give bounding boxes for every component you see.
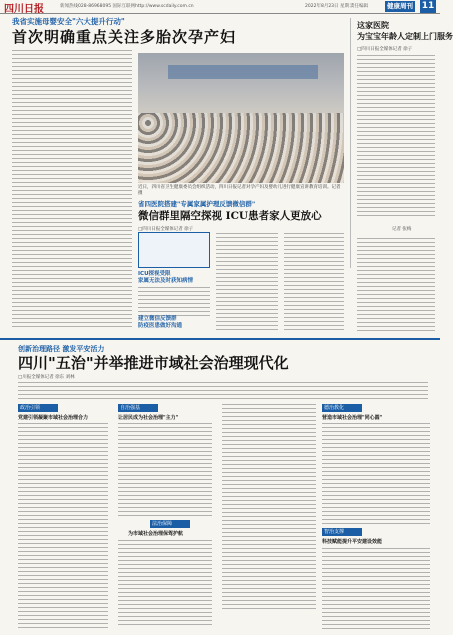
section-tag: 健康周刊 xyxy=(387,2,413,10)
icu-body-col-0 xyxy=(138,287,210,319)
icu-body-col-2 xyxy=(284,233,344,333)
subsection-head-autonomy: 自治强基 xyxy=(118,404,158,412)
subsection-head-morality: 德治教化 xyxy=(322,404,362,412)
subsection-title-morality: 营造市域社会治理"同心圆" xyxy=(322,415,383,421)
subsection-title-rule-of-law: 为市域社会治理保驾护航 xyxy=(128,531,184,537)
subsection-head-politics: 政治引领 xyxy=(18,404,58,412)
hotline-text: 新闻热线028-86968095 国际互联网http://www.scdaily.com.cn xyxy=(60,4,194,9)
masthead xyxy=(0,0,440,14)
lead-photo xyxy=(138,53,344,183)
icu-byline: □四川日报全媒体记者 徐子 xyxy=(138,227,194,232)
main2-byline: □川报全媒体记者 徐东 刘林 xyxy=(18,375,75,380)
icu-body-col-1 xyxy=(216,233,278,333)
main2-col-3 xyxy=(222,404,316,612)
page-number: 11 xyxy=(421,1,435,11)
photo-crowd xyxy=(138,113,344,183)
lead-headline: 首次明确重点关注多胎次孕产妇 xyxy=(12,28,237,46)
subsection-head-rule-of-law: 法治保障 xyxy=(150,520,190,528)
icu-headline: 微信群里隔空探视 ICU患者家人更放心 xyxy=(138,210,322,222)
icu-intro-box xyxy=(138,232,210,268)
sidebar-body-text xyxy=(357,55,435,219)
icu-kicker: 省四医院搭建"专属家属护理反馈微信群" xyxy=(138,200,256,208)
subsection-head-smart: 智治支撑 xyxy=(322,528,362,536)
subsection-title-smart: 科技赋能提升平安建设效能 xyxy=(322,539,383,545)
section-divider xyxy=(0,338,440,340)
editor-line: 责任编辑 xyxy=(350,4,368,9)
lead-kicker: 我省实施母婴安全"六大提升行动" xyxy=(12,17,125,26)
photo-banner xyxy=(168,65,318,79)
main2-headline: 四川"五治"并举推进市域社会治理现代化 xyxy=(18,354,289,372)
newspaper-logo: 四川日报 xyxy=(4,4,44,15)
subsection-title-autonomy: 让居民成为社会治理"主力" xyxy=(118,415,179,421)
icu-subhead-2: 建立微信反馈群 防疫医患做好沟通 xyxy=(138,316,183,329)
main2-kicker: 创新治理路径 激发平安活力 xyxy=(18,345,105,353)
sidebar-author: 记者 张梅 xyxy=(392,227,412,232)
lead-body-text xyxy=(12,50,132,330)
main2-col-2b xyxy=(118,540,212,628)
main2-intro xyxy=(18,382,428,402)
subsection-title-politics: 党建引领凝聚市域社会治理合力 xyxy=(18,415,89,421)
main2-col-1 xyxy=(18,423,108,631)
sidebar-byline: □四川日报全媒体记者 徐子 xyxy=(357,47,413,52)
sidebar-body-lower xyxy=(357,238,435,334)
photo-caption: 近日，四川省卫生健康委员会组织活动，四川日报记者对孕产妇及婴幼儿进行健康宣讲教育培训。记者 摄 xyxy=(138,185,341,196)
main2-col-2a xyxy=(118,423,212,519)
main2-col-4b xyxy=(322,548,430,632)
edition-date: 2022年8月23日 星期二 xyxy=(305,4,354,9)
icu-subhead-1: ICU探视受限 家属无法及时获知病情 xyxy=(138,271,194,284)
main2-col-4a xyxy=(322,423,430,527)
sidebar-headline: 这家医院 为宝宝年龄人定制上门服务 xyxy=(357,21,453,41)
